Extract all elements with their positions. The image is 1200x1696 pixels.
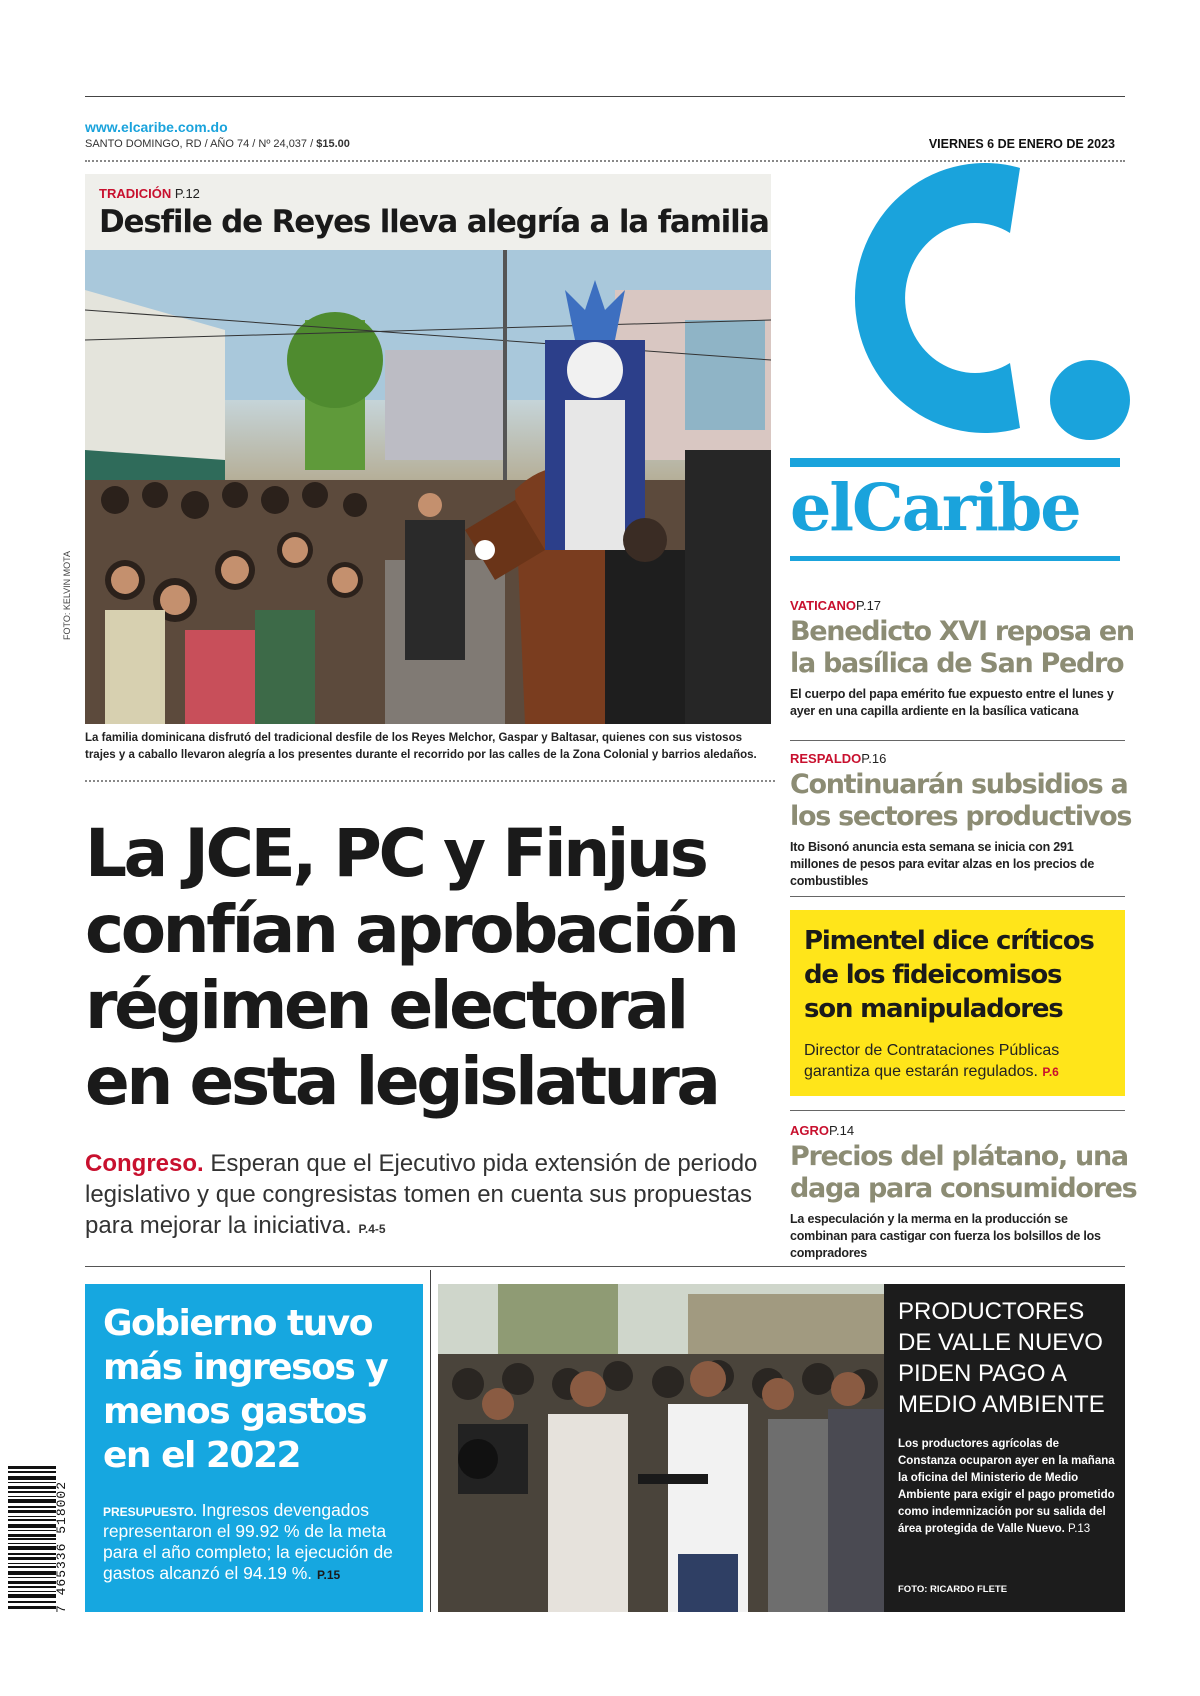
story-kicker: VATICANOP.17 [790,598,882,613]
sidebar-story[interactable] [790,751,1132,890]
main-headline[interactable] [85,816,775,1120]
photo-credit: FOTO: RICARDO FLETE [898,1584,1008,1595]
headline-line: en esta legislatura [85,1043,718,1120]
feature-kicker: TRADICIÓN P.12 [99,186,200,201]
story-title: Precios del plátano, una daga para consumidores [790,1141,1137,1204]
sidebar-divider [790,896,1125,897]
site-url[interactable]: www.elcaribe.com.do [85,119,228,135]
story-title: Gobierno tuvo más ingresos y menos gastos en el 2022 [103,1303,388,1476]
caption-divider [85,780,775,782]
barcode-icon [8,1466,56,1611]
story-deck: Director de Contrataciones Públicas garantiza que estarán regulados. P.6 [804,1042,1060,1080]
column-divider [430,1270,431,1612]
page-ref: P.17 [855,598,882,613]
barcode-digits: 7 465336 518002 [54,1480,69,1613]
top-rule [85,96,1125,97]
page-ref: P.16 [861,751,887,766]
parade-photo[interactable] [85,250,771,724]
sidebar-divider [790,740,1125,741]
page-ref: P.14 [829,1123,855,1138]
feature-title: Desfile de Reyes lleva alegría a la familia [99,204,769,240]
headline-line: confían aprobación [85,891,737,968]
budget-story-box[interactable] [85,1284,423,1612]
deck-lead: Congreso. [85,1150,204,1177]
headline-line: La JCE, PC y Finjus [85,815,706,892]
story-title: Continuarán subsidios a los sectores productivos [790,769,1132,832]
issue-date: VIERNES 6 DE ENERO DE 2023 [928,137,1115,151]
parade-photo-illustration [85,250,771,724]
page-ref: P.15 [317,1568,341,1582]
page-ref: P.6 [1042,1065,1059,1079]
story-deck: PRESUPUESTO. Ingresos devengados representaron el 99.92 % de la meta para el año completo; la ejecución de gastos alcanzó el 94.19 %. P.15 [103,1500,393,1583]
story-title: PRODUCTORES DE VALLE NUEVO PIDEN PAGO A MEDIO AMBIENTE [898,1298,1105,1418]
story-kicker: RESPALDOP.16 [790,751,887,766]
photo-caption: La familia dominicana disfrutó del tradicional desfile de los Reyes Melchor, Gaspar y Baltasar, quienes con sus vistosos trajes y a caballo llevaron alegría a los presentes durante el recorrido por las calles de la Zona Colonial y barrios aledaños. [85,732,757,762]
masthead-c-logo-icon [780,148,1140,448]
page-ref: P.4-5 [358,1222,386,1236]
valle-nuevo-story-box[interactable] [884,1284,1125,1612]
feature-headline-box[interactable] [85,174,771,250]
headline-line: régimen electoral [85,967,686,1044]
story-deck: Los productores agrícolas de Constanza ocuparon ayer en la mañana la oficina del Ministerio de Medio Ambiente para exigir el pago prometido como indemnización por su salida del área protegida de Valle Nuevo. P.13 [898,1438,1115,1535]
protest-photo[interactable] [438,1284,884,1612]
price: $15.00 [316,138,350,150]
masthead-rule [790,458,1120,467]
edition-info: SANTO DOMINGO, RD / AÑO 74 / Nº 24,037 / $15.00 [85,138,350,150]
highlight-story-box[interactable] [790,910,1125,1096]
photo-credit: FOTO: KELVIN MOTA [62,550,72,640]
story-title: Pimentel dice críticos de los fideicomisos son manipuladores [804,926,1094,1024]
sidebar-story[interactable] [790,1123,1137,1262]
deck-lead: PRESUPUESTO. [103,1505,197,1519]
masthead-rule-bottom [790,556,1120,561]
sidebar-story[interactable] [790,598,1134,720]
story-title: Benedicto XVI reposa en la basílica de San Pedro [790,616,1134,679]
protest-photo-illustration [438,1284,884,1612]
main-deck: Congreso. Esperan que el Ejecutivo pida extensión de periodo legislativo y que congresistas tomen en cuenta sus propuestas para mejorar la iniciativa. P.4-5 [85,1150,758,1239]
sidebar-divider [790,1110,1125,1111]
story-kicker: AGROP.14 [790,1123,855,1138]
page-ref: P.13 [1068,1523,1091,1535]
story-deck: Ito Bisonó anuncia esta semana se inicia con 291 millones de pesos para evitar alzas en los precios de combustibles [790,840,1095,888]
story-deck: El cuerpo del papa emérito fue expuesto entre el lunes y ayer en una capilla ardiente en la basílica vaticana [790,687,1114,718]
masthead-wordmark[interactable]: elCaribe [790,470,1080,546]
bottom-section-rule [85,1266,1125,1267]
story-deck: La especulación y la merma en la producción se combinan para castigar con fuerza los bolsillos de los compradores [790,1212,1101,1260]
page-ref: P.12 [174,186,200,201]
